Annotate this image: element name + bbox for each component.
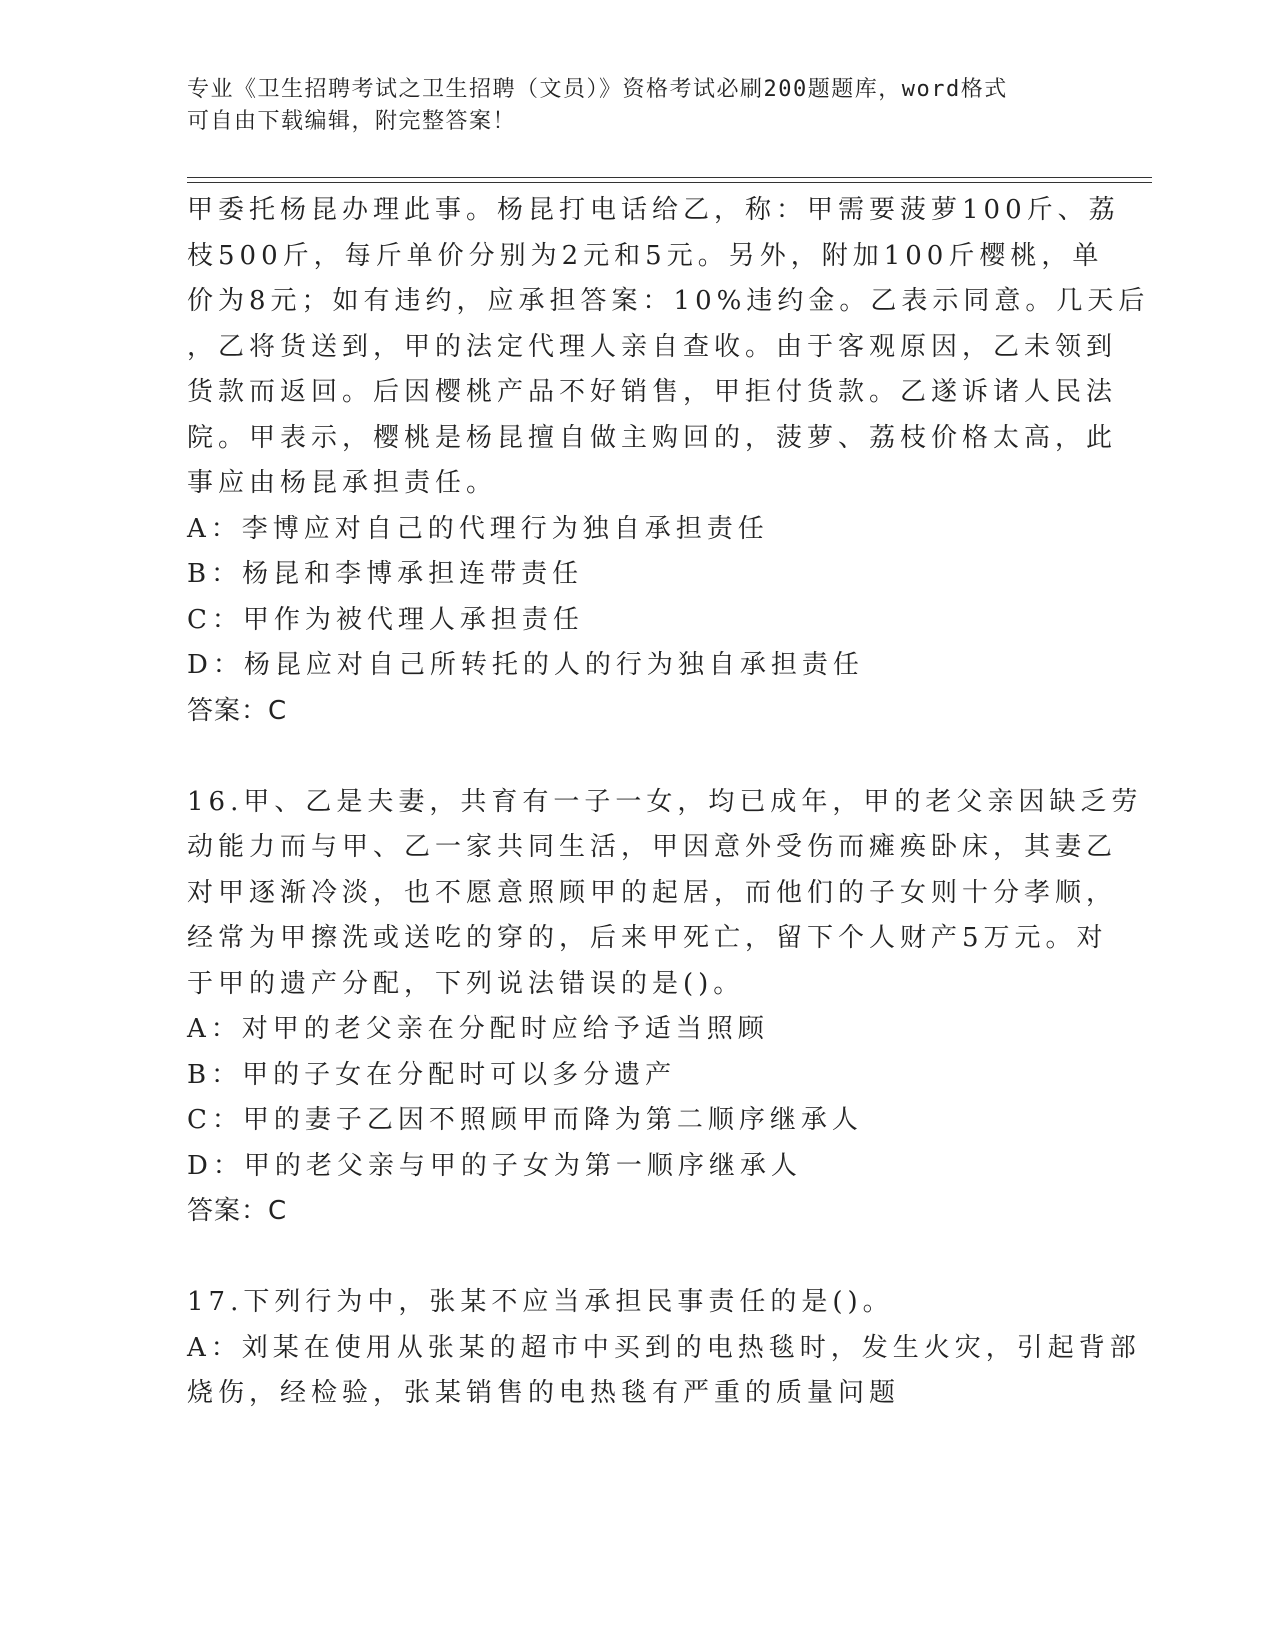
question-stem-line: 动能力而与甲、乙一家共同生活，甲因意外受伤而瘫痪卧床，其妻乙	[187, 832, 1118, 862]
option-a: A：李博应对自己的代理行为独自承担责任	[187, 513, 769, 544]
question-stem-line: ，乙将货送到，甲的法定代理人亲自查收。由于客观原因，乙未领到	[187, 331, 1118, 362]
question-16	[187, 780, 1143, 1235]
option-d: D：甲的老父亲与甲的子女为第一顺序继承人	[187, 1150, 802, 1181]
question-15	[187, 188, 1150, 734]
option-b: B：甲的子女在分配时可以多分遗产	[187, 1059, 677, 1090]
question-stem-line: 甲委托杨昆办理此事。杨昆打电话给乙，称：甲需要菠萝100斤、荔	[187, 195, 1120, 225]
question-stem-line: 经常为甲擦洗或送吃的穿的，后来甲死亡，留下个人财产5万元。对	[187, 923, 1108, 953]
answer-line: 答案：C	[187, 695, 288, 726]
header-line-1: 专业《卫生招聘考试之卫生招聘（文员）》资格考试必刷200题题库，word格式	[187, 77, 1008, 102]
option-b: B：杨昆和李博承担连带责任	[187, 559, 584, 589]
question-stem-line: 17.下列行为中，张某不应当承担民事责任的是()。	[187, 1287, 894, 1317]
option-a-continued: 烧伤，经检验，张某销售的电热毯有严重的质量问题	[187, 1378, 901, 1408]
question-stem-line: 院。甲表示，樱桃是杨昆擅自做主购回的，菠萝、荔枝价格太高，此	[187, 422, 1118, 453]
question-spacer	[187, 1235, 1087, 1281]
option-d: D：杨昆应对自己所转托的人的行为独自承担责任	[187, 650, 864, 680]
page-header	[187, 74, 1067, 138]
question-stem-line: 枝500斤，每斤单价分别为2元和5元。另外，附加100斤樱桃，单	[187, 240, 1104, 271]
answer-line: 答案：C	[187, 1196, 288, 1226]
question-stem-line: 事应由杨昆承担责任。	[187, 468, 498, 498]
question-stem-line: 价为8元；如有违约，应承担答案：10%违约金。乙表示同意。几天后	[187, 286, 1150, 316]
question-stem-line: 货款而返回。后因樱桃产品不好销售，甲拒付货款。乙遂诉诸人民法	[187, 377, 1118, 407]
question-stem-line: 16.甲、乙是夫妻，共育有一子一女，均已成年，甲的老父亲因缺乏劳	[187, 786, 1143, 817]
header-line-2: 可自由下载编辑，附完整答案！	[187, 109, 517, 134]
option-c: C：甲的妻子乙因不照顾甲而降为第二顺序继承人	[187, 1105, 863, 1135]
header-divider-bottom	[187, 182, 1152, 183]
document-body	[187, 188, 1150, 1417]
question-17	[187, 1280, 1141, 1417]
option-a: A：对甲的老父亲在分配时应给予适当照顾	[187, 1014, 769, 1044]
option-a: A：刘某在使用从张某的超市中买到的电热毯时，发生火灾，引起背部	[187, 1332, 1141, 1363]
option-c: C：甲作为被代理人承担责任	[187, 604, 584, 635]
header-divider-top	[187, 177, 1152, 178]
question-spacer	[187, 734, 1087, 780]
question-stem-line: 于甲的遗产分配，下列说法错误的是()。	[187, 968, 745, 999]
question-stem-line: 对甲逐渐冷淡，也不愿意照顾甲的起居，而他们的子女则十分孝顺，	[187, 877, 1118, 908]
